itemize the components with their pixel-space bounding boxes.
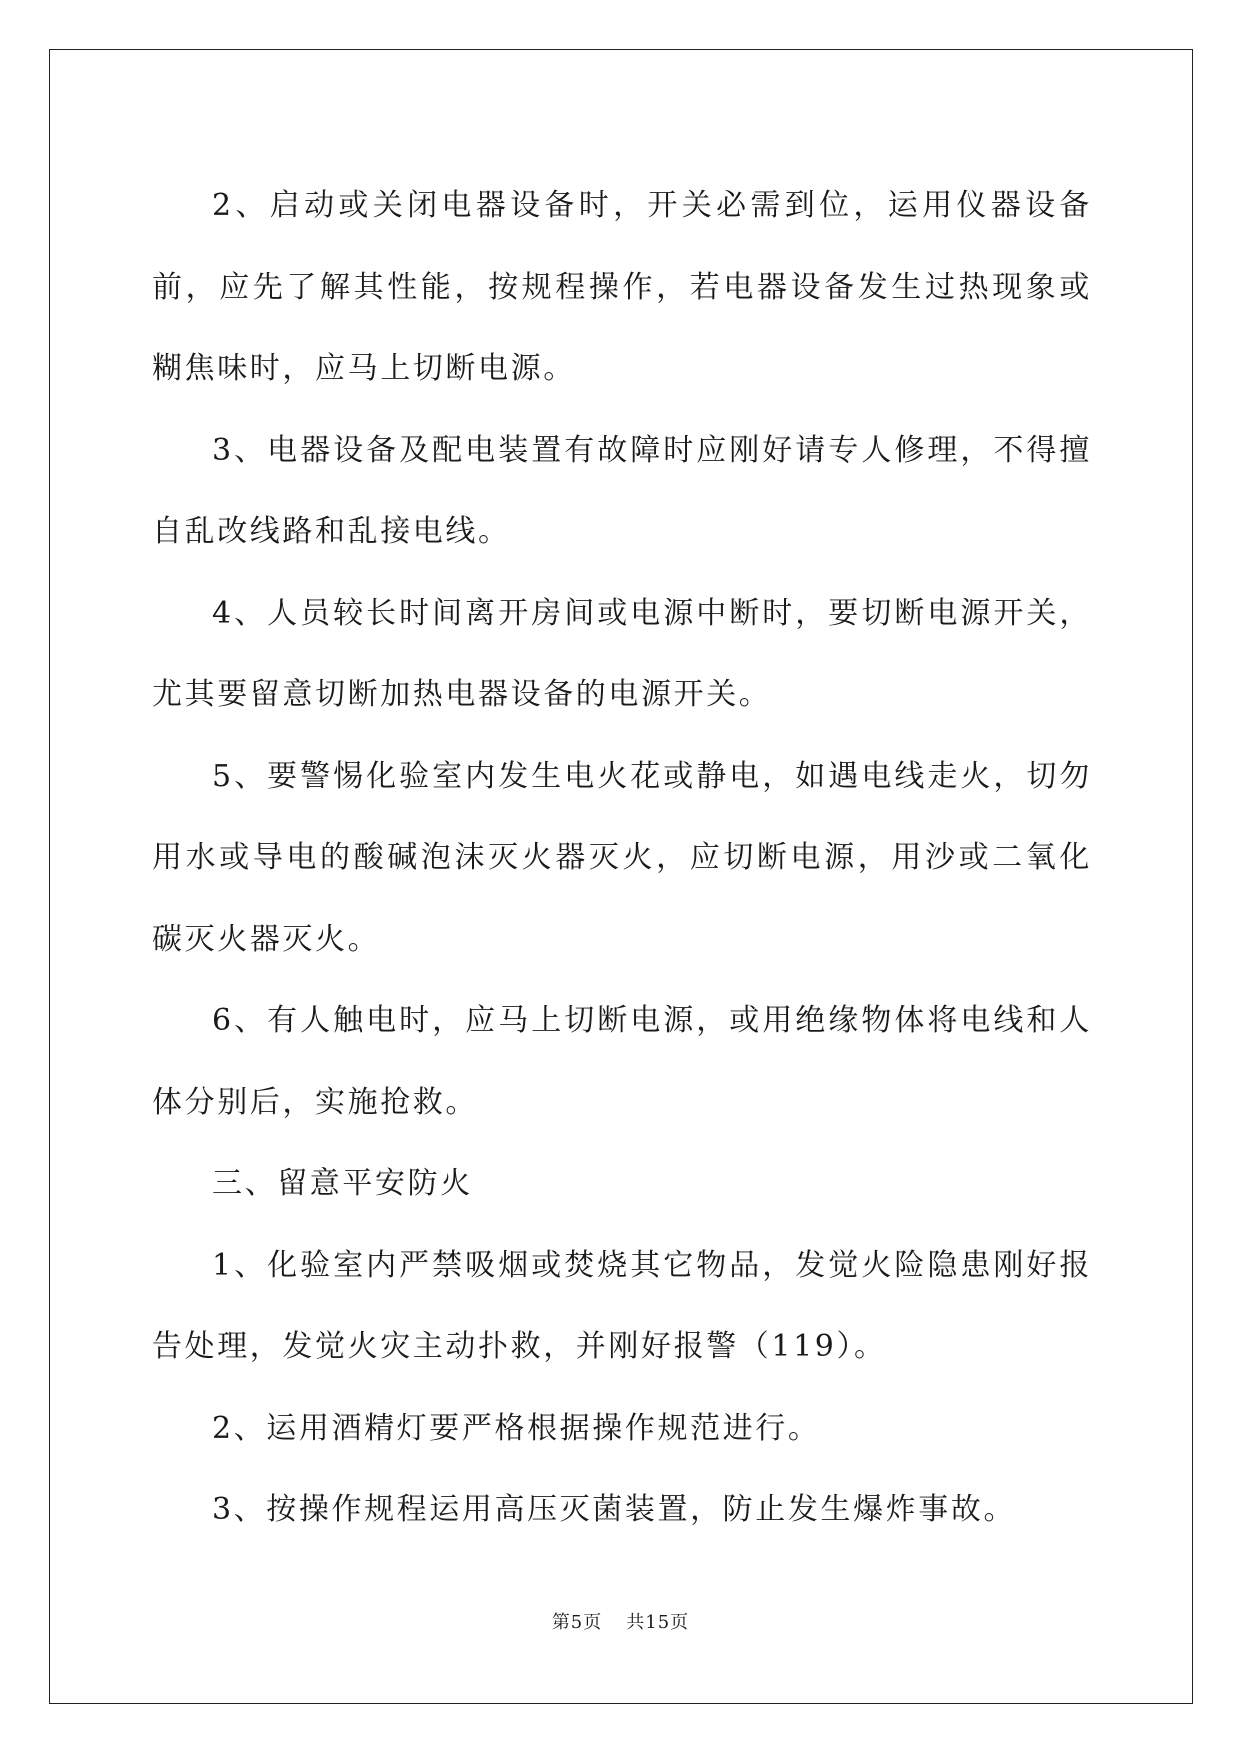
paragraph-item-4: 4、人员较长时间离开房间或电源中断时，要切断电源开关，尤其要留意切断加热电器设备的电源开关。 (152, 595, 1092, 712)
page-footer (0, 1608, 1241, 1634)
paragraph-item-6: 6、有人触电时，应马上切断电源，或用绝缘物体将电线和人体分别后，实施抢救。 (152, 1003, 1092, 1120)
page-total: 共15页 (626, 1612, 690, 1633)
paragraph-fire-3: 3、按操作规程运用高压灭菌装置，防止发生爆炸事故。 (212, 1492, 1017, 1527)
document-body (152, 165, 1092, 1551)
paragraph-fire-1: 1、化验室内严禁吸烟或焚烧其它物品，发觉火险隐患刚好报告处理，发觉火灾主动扑救，并刚好报警（119）。 (152, 1247, 1092, 1364)
paragraph-item-3: 3、电器设备及配电装置有故障时应刚好请专人修理，不得擅自乱改线路和乱接电线。 (152, 432, 1092, 549)
page-number: 第5页 (551, 1612, 603, 1633)
paragraph-item-2: 2、启动或关闭电器设备时，开关必需到位，运用仪器设备前，应先了解其性能，按规程操作，若电器设备发生过热现象或糊焦味时，应马上切断电源。 (152, 188, 1092, 386)
paragraph-item-5: 5、要警惕化验室内发生电火花或静电，如遇电线走火，切勿用水或导电的酸碱泡沫灭火器灭火，应切断电源，用沙或二氧化碳灭火器灭火。 (152, 758, 1092, 957)
paragraph-fire-2: 2、运用酒精灯要严格根据操作规范进行。 (212, 1410, 821, 1446)
section-heading: 三、留意平安防火 (212, 1166, 473, 1201)
